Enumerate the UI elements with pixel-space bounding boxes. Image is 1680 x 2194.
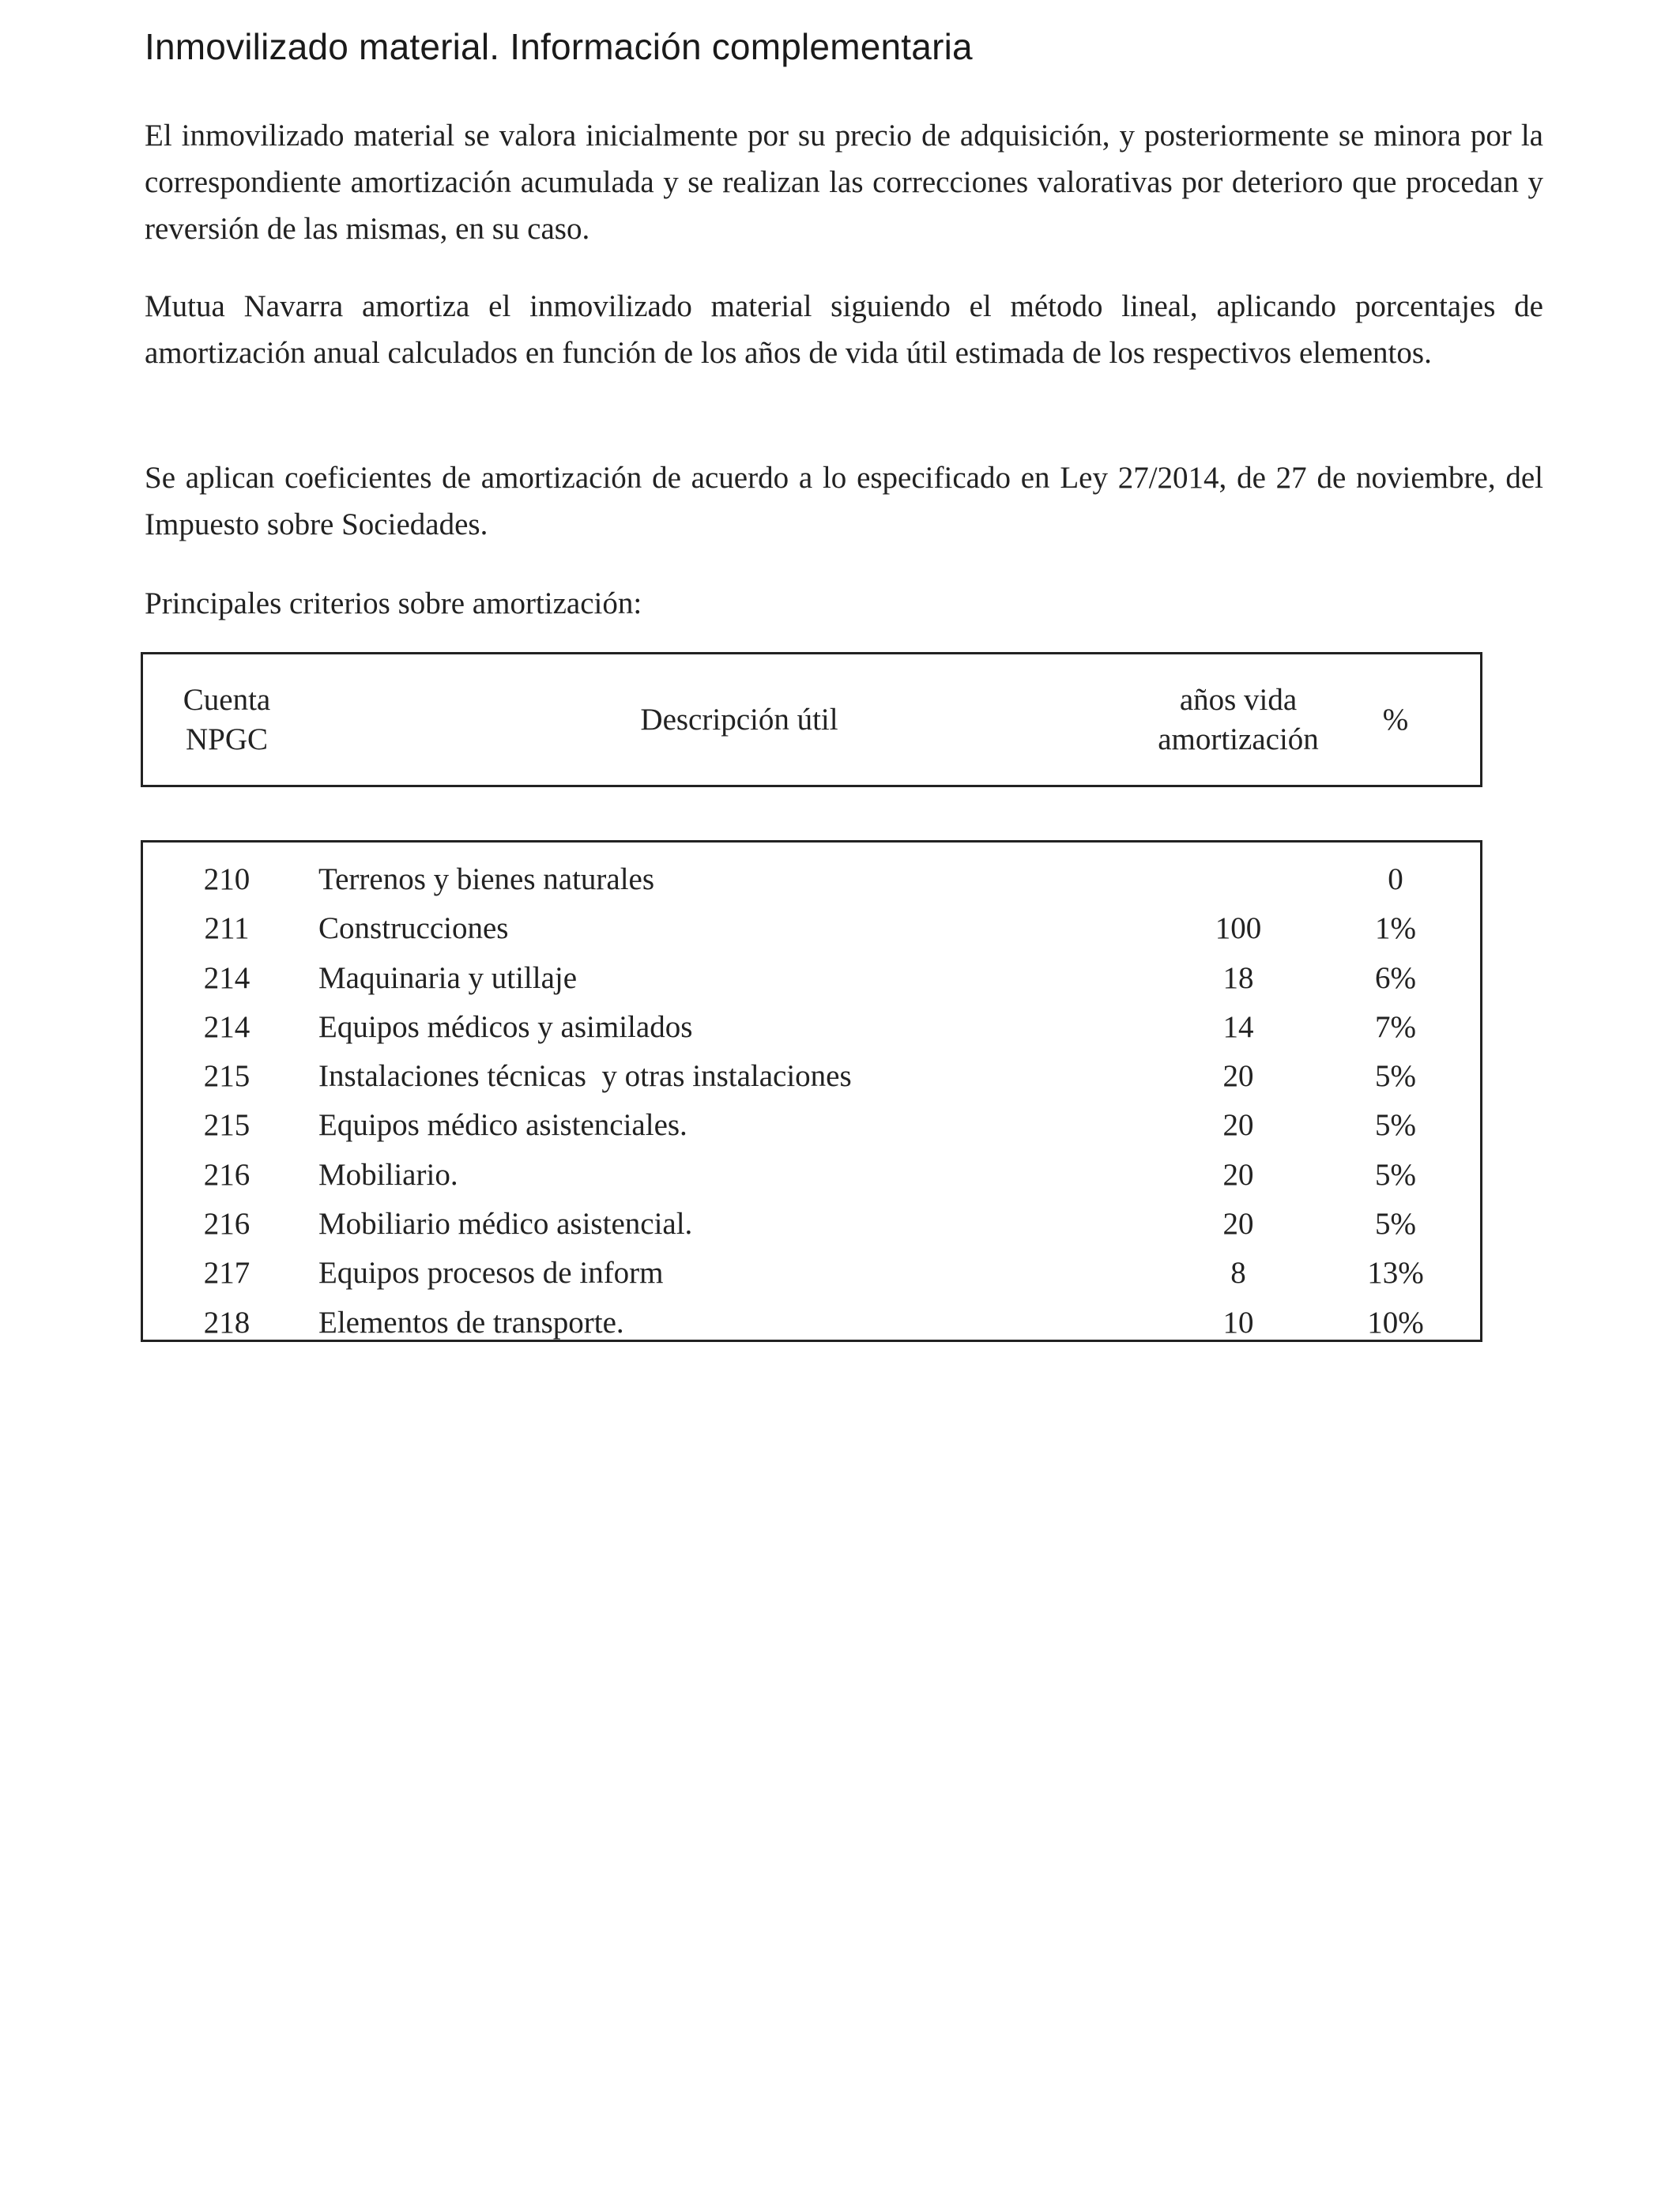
cell-porcentaje: 7% — [1375, 1009, 1416, 1044]
cell-descripcion: Construcciones — [318, 911, 509, 946]
cell-cuenta: 215 — [203, 1059, 250, 1094]
cell-porcentaje: 13% — [1367, 1256, 1424, 1291]
cell-cuenta: 214 — [203, 960, 250, 995]
cell-anos: 20 — [1222, 1157, 1254, 1192]
cell-descripcion: Maquinaria y utillaje — [318, 960, 578, 995]
table-row — [143, 1249, 1480, 1298]
cell-anos: 18 — [1222, 960, 1254, 995]
table-row — [143, 954, 1480, 1003]
cell-descripcion: Equipos médico asistenciales. — [318, 1108, 687, 1143]
table-row — [143, 1003, 1480, 1052]
table-header — [141, 652, 1482, 787]
cell-cuenta: 217 — [203, 1256, 250, 1291]
cell-cuenta: 215 — [203, 1108, 250, 1143]
cell-descripcion: Mobiliario médico asistencial. — [318, 1207, 693, 1242]
paragraph-criterios-intro: Principales criterios sobre amortización: — [145, 586, 642, 620]
cell-anos: 20 — [1222, 1207, 1254, 1242]
cell-cuenta: 210 — [203, 862, 250, 896]
table-rows — [143, 855, 1480, 1348]
header-cuenta-line2: NPGC — [185, 722, 269, 756]
cell-porcentaje: 6% — [1375, 960, 1416, 995]
table-row — [143, 1151, 1480, 1200]
cell-descripcion: Equipos procesos de inform — [318, 1256, 664, 1291]
header-anos-vida — [1158, 654, 1319, 785]
paragraph-metodo-lineal: Mutua Navarra amortiza el inmovilizado material siguiendo el método lineal, aplicando porcentajes de amortización anual calculados en función de los años de vida útil estimada de los respectivos elementos. — [145, 289, 1543, 370]
cell-cuenta: 211 — [204, 911, 250, 946]
page-title: Inmovilizado material. Información complementaria — [145, 26, 973, 67]
table-row — [143, 1101, 1480, 1150]
cell-cuenta: 218 — [203, 1305, 250, 1340]
cell-descripcion: Instalaciones técnicas y otras instalaciones — [318, 1059, 852, 1094]
header-anos-line2: amortización — [1158, 722, 1319, 756]
cell-anos: 14 — [1222, 1009, 1254, 1044]
cell-descripcion: Equipos médicos y asimilados — [318, 1009, 693, 1044]
cell-porcentaje: 5% — [1375, 1157, 1416, 1192]
header-cuenta — [143, 654, 311, 785]
cell-cuenta: 216 — [203, 1157, 250, 1192]
cell-porcentaje: 5% — [1375, 1108, 1416, 1143]
cell-porcentaje: 5% — [1375, 1207, 1416, 1242]
paragraph-coeficientes: Se aplican coeficientes de amortización de acuerdo a lo especificado en Ley 27/2014, de 27 de noviembre, del Impuesto sobre Sociedades. — [145, 461, 1543, 541]
cell-cuenta: 214 — [203, 1009, 250, 1044]
header-cuenta-line1: Cuenta — [183, 682, 271, 717]
cell-cuenta: 216 — [203, 1207, 250, 1242]
header-porcentaje: % — [1382, 702, 1409, 737]
header-descripcion: Descripción útil — [640, 702, 838, 737]
cell-descripcion: Elementos de transporte. — [318, 1305, 624, 1340]
table-row — [143, 855, 1480, 904]
cell-anos: 10 — [1222, 1305, 1254, 1340]
table-row — [143, 904, 1480, 953]
paragraph-valoracion: El inmovilizado material se valora inicialmente por su precio de adquisición, y posteriormente se minora por la correspondiente amortización acumulada y se realizan las correcciones valorativas por deterioro que procedan y reversión de las mismas, en su caso. — [145, 119, 1543, 246]
table-body — [141, 840, 1482, 1342]
cell-descripcion: Terrenos y bienes naturales — [318, 862, 655, 896]
cell-anos: 8 — [1230, 1256, 1246, 1291]
table-row — [143, 1299, 1480, 1348]
cell-porcentaje: 10% — [1367, 1305, 1424, 1340]
cell-anos: 100 — [1215, 911, 1262, 946]
cell-descripcion: Mobiliario. — [318, 1157, 458, 1192]
table-row — [143, 1052, 1480, 1101]
cell-anos: 20 — [1222, 1108, 1254, 1143]
cell-anos: 20 — [1222, 1059, 1254, 1094]
cell-porcentaje: 0 — [1388, 862, 1403, 896]
cell-porcentaje: 5% — [1375, 1059, 1416, 1094]
cell-porcentaje: 1% — [1375, 911, 1416, 946]
header-anos-line1: años vida — [1179, 682, 1298, 717]
table-row — [143, 1200, 1480, 1249]
